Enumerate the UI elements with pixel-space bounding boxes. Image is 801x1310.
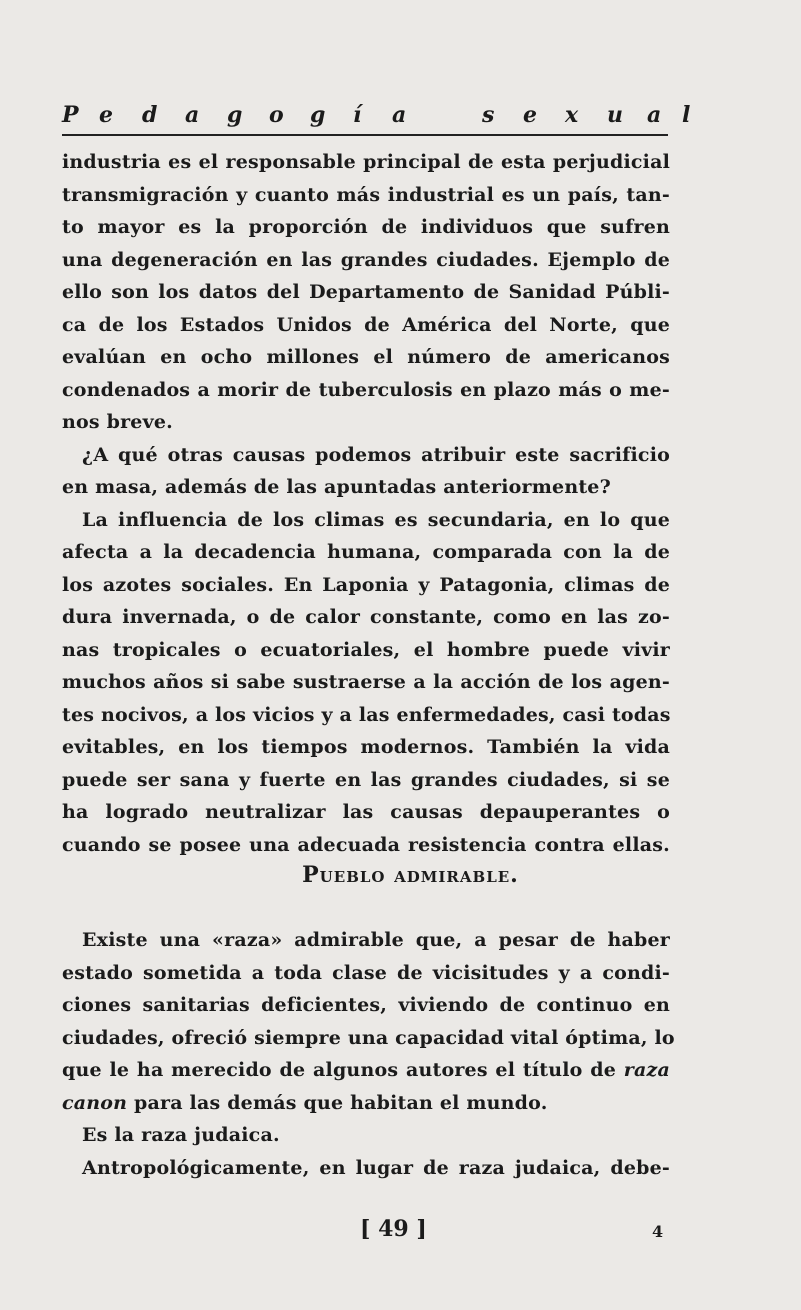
running-head-letter: l: [682, 102, 691, 128]
running-head-letter: u: [607, 102, 623, 128]
text-line: evalúan en ocho millones el número de americanos: [62, 346, 670, 368]
text-line: ciones sanitarias deficientes, viviendo de continuo en: [62, 994, 670, 1016]
text-line: ¿A qué otras causas podemos atribuir este sacrificio: [82, 443, 670, 466]
running-head-letter: x: [565, 102, 579, 128]
text-line: los azotes sociales. En Laponia y Patagonia, climas de: [62, 573, 670, 596]
text-line: dura invernada, o de calor constante, como en las zo-: [62, 606, 670, 628]
text-line: La influencia de los climas es secundaria, en lo que: [82, 508, 670, 531]
running-head-letter: P: [62, 102, 79, 128]
running-head-letter: e: [523, 102, 537, 128]
running-head-letter: d: [142, 102, 158, 128]
section-heading: [0, 862, 801, 888]
running-head: [62, 100, 691, 136]
text-line: to mayor es la proporción de individuos que sufren: [62, 216, 670, 238]
text-line: [62, 1054, 670, 1087]
text-line: afecta a la decadencia humana, comparada con la de: [62, 541, 670, 563]
section-heading-text: Pueblo admirable.: [302, 862, 519, 888]
text-line: Existe una «raza» admirable que, a pesar de haber: [82, 929, 670, 951]
text-line: evitables, en los tiempos modernos. También la vida: [62, 736, 670, 758]
text-line: tes nocivos, a los vicios y a las enfermedades, casi todas: [62, 703, 671, 726]
text-line: nos breve.: [62, 411, 173, 433]
signature-mark: 4: [652, 1222, 664, 1241]
text-line: estado sometida a toda clase de vicisitudes y a condi-: [62, 961, 670, 984]
running-head-letter: s: [482, 102, 495, 128]
text-line: ciudades, ofreció siempre una capacidad vital óptima, lo: [62, 1026, 675, 1049]
text-line: condenados a morir de tuberculosis en plazo más o me-: [62, 378, 670, 401]
running-head-letter: a: [647, 102, 662, 128]
body-text: [62, 146, 670, 861]
text-line: nas tropicales o ecuatoriales, el hombre puede vivir: [62, 638, 670, 661]
text-line: [62, 1087, 670, 1120]
text-line: en masa, además de las apuntadas anteriormente?: [62, 476, 611, 498]
running-head-letter: g: [310, 102, 326, 128]
running-head-letter: e: [99, 102, 113, 128]
text-segment: que le ha merecido de algunos autores el título de: [62, 1059, 617, 1081]
text-line: muchos años si sabe sustraerse a la acción de los agen-: [62, 671, 670, 693]
text-line: cuando se posee una adecuada resistencia contra ellas.: [62, 833, 670, 856]
running-head-letter: a: [392, 102, 407, 128]
text-line: Es la raza judaica.: [82, 1124, 280, 1146]
italic-term: canon: [62, 1091, 128, 1114]
page-number: [ 49 ]: [360, 1216, 427, 1242]
running-head-letter: o: [269, 102, 284, 128]
text-line: ca de los Estados Unidos de América del Norte, que: [62, 313, 670, 336]
running-head-letter: í: [353, 102, 362, 128]
italic-term: raza: [623, 1059, 670, 1081]
text-line: industria es el responsable principal de esta perjudicial: [62, 151, 670, 173]
text-line: una degeneración en las grandes ciudades. Ejemplo de: [62, 248, 670, 271]
text-line: puede ser sana y fuerte en las grandes ciudades, si se: [62, 768, 670, 791]
text-line: transmigración y cuanto más industrial es un país, tan-: [62, 183, 670, 206]
text-line: ha logrado neutralizar las causas depauperantes o: [62, 801, 670, 823]
text-segment: para las demás que habitan el mundo.: [134, 1091, 548, 1114]
running-head-letter: a: [185, 102, 200, 128]
text-line: Antropológicamente, en lugar de raza judaica, debe-: [82, 1156, 670, 1179]
text-line: ello son los datos del Departamento de Sanidad Públi-: [62, 281, 670, 303]
body-text-2: [62, 924, 675, 1184]
running-head-letter: g: [227, 102, 243, 128]
